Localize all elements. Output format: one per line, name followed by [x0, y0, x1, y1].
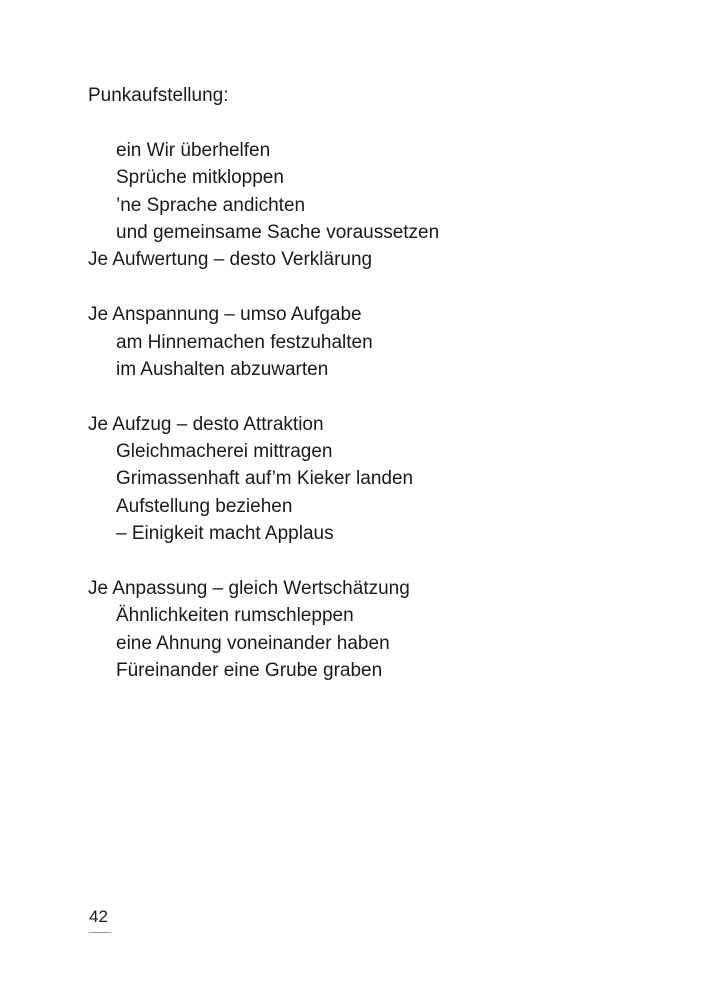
poem-line: Grimassenhaft auf’m Kieker landen [116, 468, 414, 490]
poem-line: eine Ahnung voneinander haben [116, 632, 390, 654]
page-number-rule [89, 932, 111, 933]
poem-line: am Hinnemachen festzuhalten [116, 331, 373, 353]
stanza-gap [88, 383, 688, 410]
poem-line: Ähnlichkeiten rumschleppen [116, 605, 354, 627]
stanza-gap [88, 548, 688, 575]
poem-line: – Einigkeit macht Applaus [116, 523, 334, 545]
poem-line: Sprüche mitkloppen [116, 167, 284, 189]
poem-line: Je Aufwertung – desto Verklärung [88, 249, 373, 271]
poem-title: Punkaufstellung: [88, 85, 229, 106]
stanza-gap [88, 274, 688, 301]
poem-line: Füreinander eine Grube graben [116, 660, 383, 682]
stanza-head: Je Anspannung – umso Aufgabe [88, 304, 362, 326]
poem-line: im Aushalten abzuwarten [116, 358, 329, 380]
poem-line: ’ne Sprache andichten [116, 194, 306, 216]
poem-line: ein Wir überhelfen [116, 139, 271, 161]
poem-line: und gemeinsame Sache voraussetzen [116, 221, 440, 243]
poem [88, 82, 688, 685]
page-number: 42 [89, 907, 108, 926]
poem-line: Gleichmacherei mittragen [116, 441, 333, 463]
stanza-head: Je Aufzug – desto Attraktion [88, 413, 324, 435]
stanza-head: Je Anpassung – gleich Wertschätzung [88, 578, 410, 600]
poem-line: Aufstellung beziehen [116, 495, 293, 517]
